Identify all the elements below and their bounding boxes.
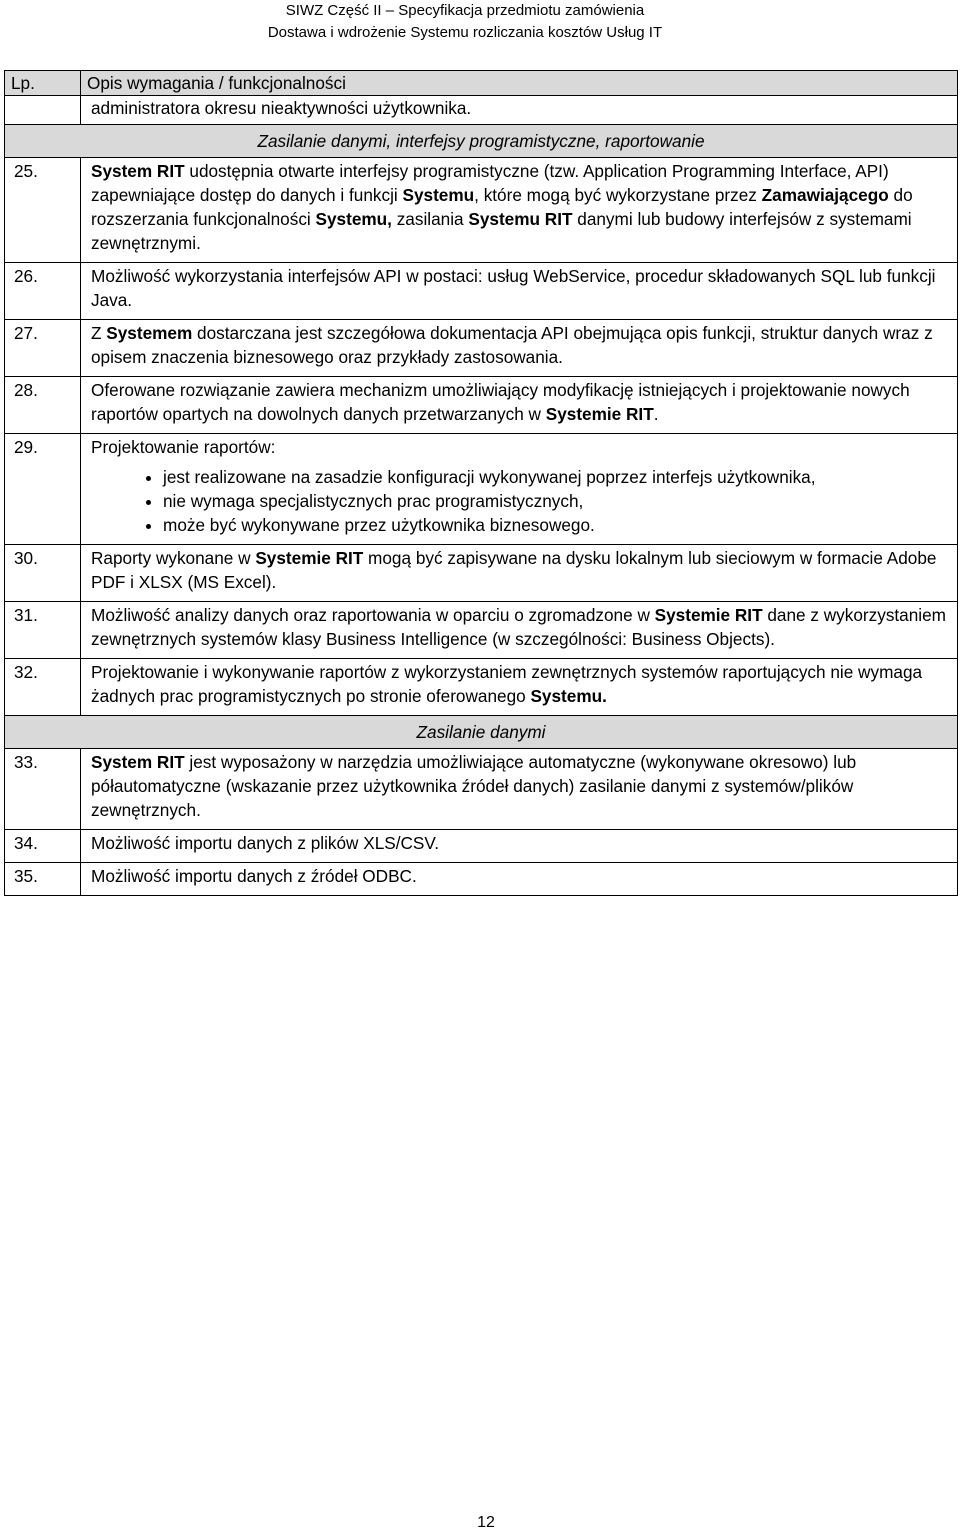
row-number: 34. (5, 830, 81, 863)
bold-term: System RIT (91, 161, 185, 181)
row-description (81, 377, 958, 434)
row-description: administratora okresu nieaktywności użytkownika. (81, 96, 958, 125)
row-number: 27. (5, 320, 81, 377)
table-row (5, 434, 958, 545)
col-header-number: Lp. (5, 71, 81, 96)
text-segment: mogą być zapisywane na dysku lokalnym lub sieciowym w formacie Adobe PDF i XLSX (MS Excel). (91, 548, 937, 592)
bold-term: Systemie RIT (654, 605, 763, 625)
table-row (5, 749, 958, 830)
row-number: 26. (5, 263, 81, 320)
bold-term: Systemu (402, 185, 475, 205)
table-row (5, 158, 958, 263)
header-title: SIWZ Część II – Specyfikacja przedmiotu zamówienia (285, 2, 645, 19)
table-row (5, 830, 958, 863)
row-description (81, 749, 958, 830)
page-header (0, 0, 960, 44)
table-row (5, 377, 958, 434)
text-segment: danymi lub budowy interfejsów z systemami zewnętrznymi. (91, 209, 912, 253)
row-number: 31. (5, 602, 81, 659)
section-row (5, 125, 958, 158)
bold-term: Systemem (106, 323, 193, 343)
list-item: • jest realizowane na zasadzie konfiguracji wykonywanej poprzez interfejs użytkownika, (163, 465, 949, 489)
text-segment: do rozszerzania funkcjonalności (91, 185, 913, 229)
text-segment: Projektowanie i wykonywanie raportów z wykorzystaniem zewnętrznych systemów raportujących nie wymaga żadnych prac programistycznych po stronie oferowanego (91, 662, 923, 706)
text-segment: Projektowanie raportów: (91, 437, 276, 457)
row-description: Możliwość importu danych z źródeł ODBC. (81, 863, 958, 896)
section-title: Zasilanie danymi (5, 716, 958, 749)
row-description (81, 320, 958, 377)
row-description: Możliwość wykorzystania interfejsów API w postaci: usług WebService, procedur składowanych SQL lub funkcji Java. (81, 263, 958, 320)
list-item: • nie wymaga specjalistycznych prac programistycznych, (163, 489, 949, 513)
text-segment: Oferowane rozwiązanie zawiera mechanizm umożliwiający modyfikację istniejących i projektowanie nowych raportów opartych na dowolnych danych przetwarzanych w (91, 380, 910, 424)
text-segment: . (653, 404, 659, 424)
section-row (5, 716, 958, 749)
bold-term: System RIT (91, 752, 185, 772)
row-description (81, 659, 958, 716)
row-number: 35. (5, 863, 81, 896)
table-row (5, 863, 958, 896)
list-item: • może być wykonywane przez użytkownika biznesowego. (163, 513, 949, 537)
row-number: 25. (5, 158, 81, 263)
row-number: 30. (5, 545, 81, 602)
table-row (5, 263, 958, 320)
row-number: 33. (5, 749, 81, 830)
text-segment: , które mogą być wykorzystane przez (474, 185, 762, 205)
row-description (81, 545, 958, 602)
text-segment: zasilania (391, 209, 469, 229)
table-row-continuation (5, 96, 958, 125)
bold-term: Systemu. (530, 686, 607, 706)
row-description: Możliwość importu danych z plików XLS/CSV. (81, 830, 958, 863)
text-segment: udostępnia otwarte interfejsy programistyczne (tzw. Application Programming Interface, API) zapewniające dostęp do danych i funkcji (91, 161, 889, 205)
bold-term: Systemu RIT (468, 209, 573, 229)
row-number: 28. (5, 377, 81, 434)
bold-term: Systemie RIT (545, 404, 654, 424)
row-description (81, 602, 958, 659)
table-row (5, 602, 958, 659)
col-header-description: Opis wymagania / funkcjonalności (81, 71, 958, 96)
table-row (5, 320, 958, 377)
row-number: 32. (5, 659, 81, 716)
bold-term: Systemu, (315, 209, 392, 229)
row-number (5, 96, 81, 125)
text-segment: Możliwość analizy danych oraz raportowania w oparciu o zgromadzone w (91, 605, 655, 625)
page-number: 12 (477, 1514, 495, 1531)
bullet-list (91, 465, 949, 537)
row-description (81, 158, 958, 263)
bold-term: Systemie RIT (255, 548, 364, 568)
text-segment: Raporty wykonane w (91, 548, 256, 568)
text-segment: jest wyposażony w narzędzia umożliwiające automatyczne (wykonywane okresowo) lub półautomatyczne (wskazanie przez użytkownika źródeł danych) zasilanie danymi z systemów/plików zewnętrznych. (91, 752, 857, 820)
row-number: 29. (5, 434, 81, 545)
table-row (5, 545, 958, 602)
table-header-row (5, 71, 958, 96)
section-title: Zasilanie danymi, interfejsy programistyczne, raportowanie (5, 125, 958, 158)
row-description (81, 434, 958, 545)
header-subtitle: Dostawa i wdrożenie Systemu rozliczania kosztów Usług IT (267, 24, 663, 41)
text-segment: dostarczana jest szczegółowa dokumentacja API obejmująca opis funkcji, struktur danych wraz z opisem znaczenia biznesowego oraz przykłady zastosowania. (91, 323, 933, 367)
text-segment: Z (91, 323, 107, 343)
bold-term: Zamawiającego (761, 185, 889, 205)
table-row (5, 659, 958, 716)
requirements-table (4, 70, 958, 896)
text-segment: dane z wykorzystaniem zewnętrznych systemów klasy Business Intelligence (w szczególności: Business Objects). (91, 605, 946, 649)
